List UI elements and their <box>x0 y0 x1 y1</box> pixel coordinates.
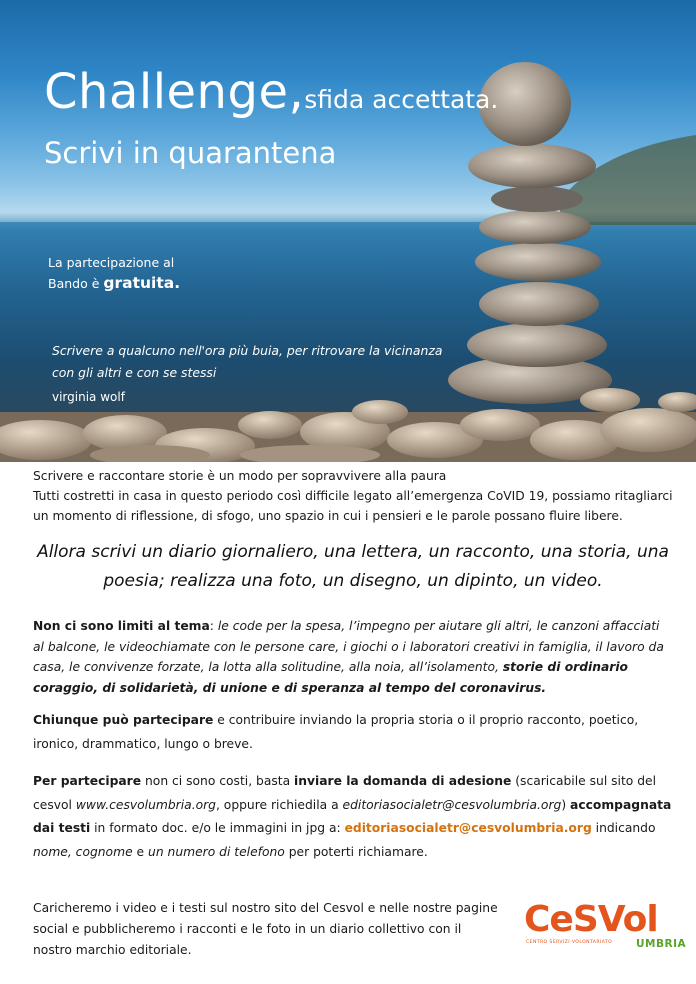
title-challenge: Challenge, <box>44 64 305 120</box>
participation-line1: La partecipazione al <box>48 255 175 270</box>
participate-text-3: , oppure richiedila a <box>215 797 343 812</box>
participate-text-1: non ci sono costi, basta <box>141 774 295 788</box>
limits-examples: le code per la spesa, l’impegno per aiutare gli altri, le canzoni affacciati al balcone, le videochiamate con le persone care, i giochi o i laboratori creativi in famiglia, il lavoro da casa, le convivenze forzate, la lotta alla solitudine, alla noia, all’isolamento, <box>33 619 664 674</box>
call-to-action: Allora scrivi un diario giornaliero, una lettera, un racconto, una storia, una poesia; realizza una foto, un disegno, un dipinto, un video. <box>37 542 669 591</box>
limits-paragraph <box>33 616 673 698</box>
participate-text-4: ) <box>561 797 571 812</box>
participate-lead: Per partecipare <box>33 774 142 788</box>
website-link[interactable]: www.cesvolumbria.org <box>75 797 216 812</box>
email-link-1[interactable]: editoriasocialetr@cesvolumbria.org <box>342 797 562 812</box>
intro-paragraph <box>33 466 673 526</box>
email-link-2[interactable]: editoriasocialetr@cesvolumbria.org <box>344 821 592 835</box>
participate-text-5: in formato doc. e/o le immagini in jpg a: <box>90 821 345 835</box>
hero-banner <box>0 0 696 462</box>
participate-paragraph <box>33 770 673 864</box>
footer-paragraph: Caricheremo i video e i testi sul nostro sito del Cesvol e nelle nostre pagine social e pubblicheremo i racconti e le foto in un diario collettivo con il nostro marchio editoriale. <box>33 901 498 957</box>
participate-phone: un numero di telefono <box>148 844 285 859</box>
hero-subtitle: Scrivi in quarantena <box>44 136 337 170</box>
cesvol-logo <box>524 899 687 962</box>
participation-prefix: Bando è <box>48 276 104 291</box>
limits-colon: : <box>209 619 218 633</box>
participation-note <box>48 252 180 294</box>
participate-request: inviare la domanda di adesione <box>294 774 512 788</box>
hero-title <box>44 64 498 120</box>
logo-name: CeSVol <box>524 899 658 940</box>
participate-text-8: per poterti richiamare. <box>284 844 428 859</box>
participate-text-2: (scaricabile sul sito del cesvol <box>33 774 657 812</box>
participation-line2 <box>48 273 180 294</box>
chiunque-rest: e contribuire inviando la propria storia o il proprio racconto, poetico, ironico, drammatico, lungo o breve. <box>33 713 639 751</box>
limits-lead: Non ci sono limiti al tema <box>33 619 210 633</box>
logo-region: UMBRIA <box>636 938 687 950</box>
participate-text-7: e <box>132 844 149 859</box>
title-sfida: sfida accettata. <box>304 85 499 114</box>
hero-quote: Scrivere a qualcuno nell'ora più buia, per ritrovare la vicinanza con gli altri e con se stessi <box>52 343 443 380</box>
participate-name-surname: nome, cognome <box>33 844 133 859</box>
participate-with-texts: accompagnata dai testi <box>33 797 672 835</box>
intro-line1: Scrivere e raccontare storie è un modo per sopravvivere alla paura <box>33 469 447 483</box>
chiunque-paragraph <box>33 708 673 756</box>
participate-text-6: indicando <box>591 821 656 835</box>
intro-line2: Tutti costretti in casa in questo periodo così difficile legato all’emergenza CoVID 19, possiamo ritagliarci un momento di riflessione, di sfogo, uno spazio in cui i pensieri e le parole possano fluire libere. <box>33 489 673 523</box>
limits-stories: storie di ordinario coraggio, di solidarietà, di unione e di speranza al tempo del coronavirus. <box>33 660 628 695</box>
quote-author: virginia wolf <box>52 390 125 404</box>
participation-free: gratuita. <box>103 274 181 292</box>
logo-tagline: CENTRO SERVIZI VOLONTARIATO <box>526 940 613 945</box>
chiunque-lead: Chiunque può partecipare <box>33 713 214 727</box>
